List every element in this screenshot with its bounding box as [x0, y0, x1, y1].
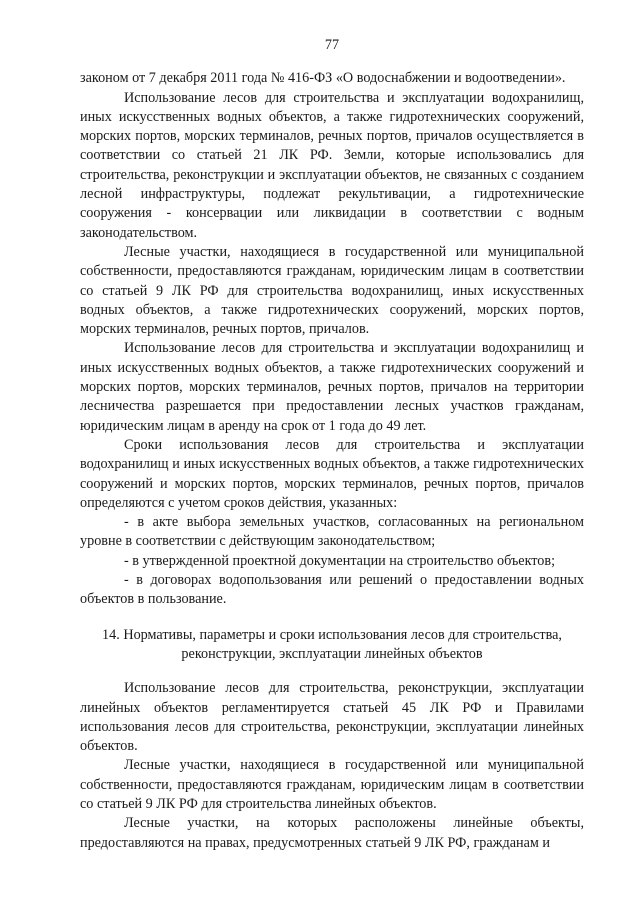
paragraph: Лесные участки, находящиеся в государственной или муниципальной собственности, предоставляются гражданам, юридическим лицам в соответствии со статьей 9 ЛК РФ для строительства водохранилищ, иных искусственных водных объектов, а также гидротехнических сооружений, морских портов, морских терминалов, речных портов, причалов. — [80, 243, 584, 338]
paragraph: Использование лесов для строительства и эксплуатации водохранилищ, иных искусственных водных объектов, а также гидротехнических сооружений, морских портов, морских терминалов, речных портов, причалов осуществляется в соответствии со статьей 21 ЛК РФ. Земли, которые использовались для строительства, реконструкции и эксплуатации объектов, не связанных с созданием лесной инфраструктуры, подлежат рекультивации, а гидротехнические сооружения - консервации или ликвидации в соответствии с водным законодательством. — [80, 89, 584, 241]
paragraphs-after-heading — [80, 679, 584, 853]
paragraph: Лесные участки, на которых расположены линейные объекты, предоставляются на правах, предусмотренных статьей 9 ЛК РФ, гражданам и — [80, 815, 584, 851]
paragraph: Сроки использования лесов для строительства и эксплуатации водохранилищ и иных искусственных водных объектов, а также гидротехнических сооружений и морских портов, морских терминалов, речных портов, причалов определяются с учетом сроков действия, указанных: — [80, 436, 584, 511]
paragraph: Использование лесов для строительства и эксплуатации водохранилищ и иных искусственных водных объектов, а также гидротехнических сооружений и морских портов, морских терминалов, речных портов, причалов на территории лесничества разрешается при предоставлении лесных участков гражданам, юридическим лицам в аренду на срок от 1 года до 49 лет. — [80, 340, 584, 434]
paragraph: Лесные участки, находящиеся в государственной или муниципальной собственности, предоставляются гражданам, юридическим лицам в соответствии со статьей 9 ЛК РФ для строительства линейных объектов. — [80, 757, 584, 812]
paragraphs-before-heading — [80, 69, 584, 609]
paragraph: законом от 7 декабря 2011 года № 416-ФЗ «О водоснабжении и водоотведении». — [80, 70, 566, 87]
list-item: - в утвержденной проектной документации на строительство объектов; — [124, 552, 556, 569]
paragraph: Использование лесов для строительства, реконструкции, эксплуатации линейных объектов регламентируется статьей 45 ЛК РФ и Правилами использования лесов для строительства, реконструкции, эксплуатации линейных объектов. — [80, 680, 584, 755]
section-heading: 14. Нормативы, параметры и сроки использования лесов для строительства, реконструкции, эксплуатации линейных объектов — [102, 626, 562, 662]
page-number: 77 — [324, 37, 340, 53]
list-item: - в договорах водопользования или решений о предоставлении водных объектов в пользование. — [80, 572, 584, 608]
list-item: - в акте выбора земельных участков, согласованных на региональном уровне в соответствии с действующим законодательством; — [80, 514, 584, 550]
